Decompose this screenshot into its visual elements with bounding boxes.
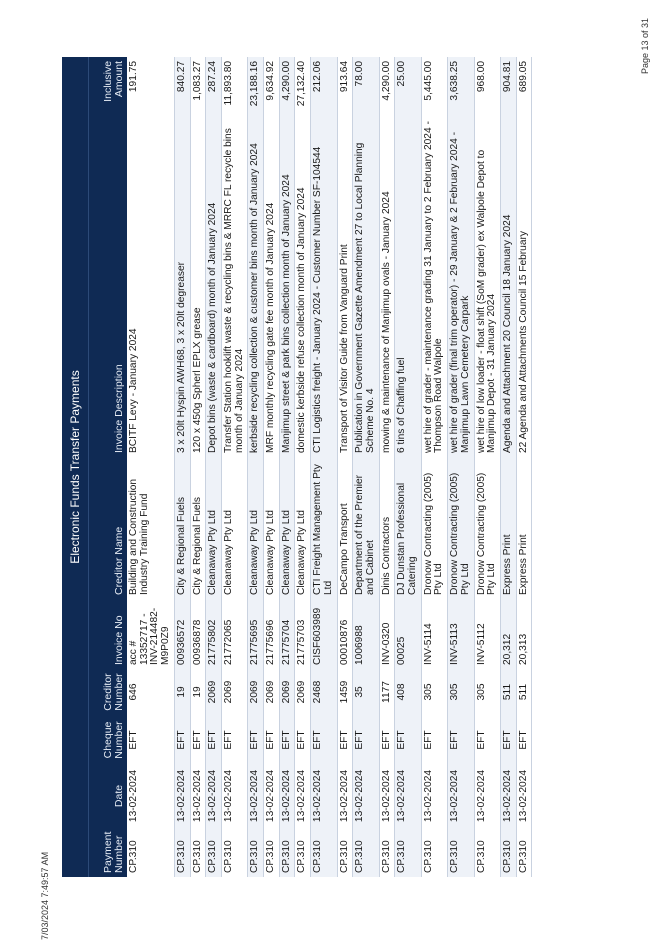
table-row	[474, 57, 500, 877]
table-row	[311, 57, 337, 877]
invoice-description-cell: BCITF Levy - January 2024	[127, 111, 174, 457]
date-cell: 13-02-2024	[474, 765, 500, 827]
payment-number-cell: CP.310	[337, 827, 353, 877]
creditor-number-cell: 305	[421, 669, 447, 715]
cheque-number-cell: EFT	[448, 715, 474, 765]
inclusive-amount-cell: 78.00	[353, 57, 379, 111]
inclusive-amount-cell: 287.24	[206, 57, 222, 111]
table-row	[174, 57, 190, 877]
creditor-name-cell: Express Print	[516, 457, 532, 599]
creditor-name-cell: Cleanaway Pty Ltd	[264, 457, 280, 599]
creditor-number-cell: 408	[395, 669, 421, 715]
table-row	[448, 57, 474, 877]
invoice-no-cell: 00936572	[174, 599, 190, 669]
date-cell: 13-02-2024	[516, 765, 532, 827]
payment-number-cell: CP.310	[474, 827, 500, 877]
payment-number-cell: CP.310	[190, 827, 206, 877]
creditor-name-cell: Cleanaway Pty Ltd	[279, 457, 295, 599]
creditor-number-cell: 1459	[337, 669, 353, 715]
creditor-number-cell: 19	[190, 669, 206, 715]
creditor-name-cell: Express Print	[500, 457, 516, 599]
table-row	[353, 57, 379, 877]
inclusive-amount-cell: 5,445.00	[421, 57, 447, 111]
table-row	[190, 57, 206, 877]
creditor-number-cell: 646	[127, 669, 174, 715]
date-cell: 13-02-2024	[395, 765, 421, 827]
cheque-number-cell: EFT	[279, 715, 295, 765]
invoice-no-cell: 21775802	[206, 599, 222, 669]
payment-number-cell: CP.310	[379, 827, 395, 877]
invoice-description-cell: Publication in Government Gazette Amendment 27 to Local Planning Scheme No. 4	[353, 111, 379, 457]
creditor-name-cell: Dronow Contracting (2005) Pty Ltd	[448, 457, 474, 599]
creditor-name-cell: DeCampo Transport	[337, 457, 353, 599]
header-cheque-number: Cheque Number	[89, 715, 128, 765]
payment-number-cell: CP.310	[264, 827, 280, 877]
invoice-description-cell: CTI Logistics freight - January 2024 - Customer Number SF-104544	[311, 111, 337, 457]
creditor-name-cell: Cleanaway Pty Ltd	[221, 457, 247, 599]
invoice-no-cell: 20,312	[500, 599, 516, 669]
cheque-number-cell: EFT	[379, 715, 395, 765]
creditor-number-cell: 2069	[264, 669, 280, 715]
invoice-no-cell: 21772065	[221, 599, 247, 669]
inclusive-amount-cell: 23,188.16	[248, 57, 264, 111]
invoice-no-cell: 1006988	[353, 599, 379, 669]
inclusive-amount-cell: 9,634.92	[264, 57, 280, 111]
payment-number-cell: CP.310	[421, 827, 447, 877]
creditor-name-cell: Department of the Premier and Cabinet	[353, 457, 379, 599]
cheque-number-cell: EFT	[516, 715, 532, 765]
date-cell: 13-02-2024	[221, 765, 247, 827]
invoice-no-cell: INV-0320	[379, 599, 395, 669]
invoice-no-cell: INV-5112	[474, 599, 500, 669]
invoice-description-cell: Transfer Station hooklift waste & recycling bins & MRRC FL recycle bins month of January 2024	[221, 111, 247, 457]
creditor-number-cell: 2069	[221, 669, 247, 715]
creditor-number-cell: 2069	[206, 669, 222, 715]
table-row	[248, 57, 264, 877]
invoice-description-cell: 3 x 20lt Hyspin AWH68, 3 x 20lt degreaser	[174, 111, 190, 457]
invoice-description-cell: Depot bins (waste & cardboard) month of January 2024	[206, 111, 222, 457]
header-date: Date	[89, 765, 128, 827]
invoice-no-cell: 00025	[395, 599, 421, 669]
date-cell: 13-02-2024	[311, 765, 337, 827]
date-cell: 13-02-2024	[279, 765, 295, 827]
date-cell: 13-02-2024	[379, 765, 395, 827]
cheque-number-cell: EFT	[474, 715, 500, 765]
inclusive-amount-cell: 913.64	[337, 57, 353, 111]
date-cell: 13-02-2024	[127, 765, 174, 827]
printed-timestamp: 7/03/2024 7:49:57 AM	[40, 851, 50, 940]
invoice-description-cell: wet hire of grader - maintenance grading 31 January to 2 February 2024 - Thompson Road Walpole	[421, 111, 447, 457]
inclusive-amount-cell: 11,893.80	[221, 57, 247, 111]
date-cell: 13-02-2024	[337, 765, 353, 827]
date-cell: 13-02-2024	[190, 765, 206, 827]
header-creditor-name: Creditor Name	[89, 457, 128, 599]
date-cell: 13-02-2024	[295, 765, 311, 827]
invoice-description-cell: mowing & maintenance of Manjimup ovals - January 2024	[379, 111, 395, 457]
inclusive-amount-cell: 212.06	[311, 57, 337, 111]
header-payment-number: Payment Number	[89, 827, 128, 877]
cheque-number-cell: EFT	[264, 715, 280, 765]
payment-number-cell: CP.310	[311, 827, 337, 877]
invoice-description-cell: Transport of Visitor Guide from Vanguard Print	[337, 111, 353, 457]
date-cell: 13-02-2024	[421, 765, 447, 827]
cheque-number-cell: EFT	[353, 715, 379, 765]
payment-number-cell: CP.310	[248, 827, 264, 877]
payment-number-cell: CP.310	[174, 827, 190, 877]
table-row	[264, 57, 280, 877]
creditor-name-cell: City & Regional Fuels	[190, 457, 206, 599]
header-invoice-no: Invoice No	[89, 599, 128, 669]
cheque-number-cell: EFT	[221, 715, 247, 765]
cheque-number-cell: EFT	[206, 715, 222, 765]
table-row	[221, 57, 247, 877]
table-row	[279, 57, 295, 877]
cheque-number-cell: EFT	[248, 715, 264, 765]
creditor-number-cell: 511	[516, 669, 532, 715]
inclusive-amount-cell: 840.27	[174, 57, 190, 111]
invoice-description-cell: wet hire of low loader - float shift (SoM grader) ex Walpole Depot to Manjimup Depot - 31 January 2024	[474, 111, 500, 457]
invoice-description-cell: Manjimup street & park bins collection month of January 2024	[279, 111, 295, 457]
invoice-description-cell: domestic kerbside refuse collection month of January 2024	[295, 111, 311, 457]
date-cell: 13-02-2024	[264, 765, 280, 827]
inclusive-amount-cell: 4,290.00	[279, 57, 295, 111]
eft-payments-table	[62, 57, 532, 877]
payment-number-cell: CP.310	[448, 827, 474, 877]
creditor-number-cell: 2069	[295, 669, 311, 715]
invoice-no-cell: INV-5114	[421, 599, 447, 669]
payment-number-cell: CP.310	[279, 827, 295, 877]
invoice-description-cell: MRF monthly recycling gate fee month of January 2024	[264, 111, 280, 457]
creditor-name-cell: Dinis Contractors	[379, 457, 395, 599]
creditor-name-cell: DJ Dunstan Professional Catering	[395, 457, 421, 599]
column-headers	[89, 57, 128, 877]
invoice-no-cell: 21775704	[279, 599, 295, 669]
invoice-no-cell: 00010876	[337, 599, 353, 669]
table-row	[500, 57, 516, 877]
cheque-number-cell: EFT	[500, 715, 516, 765]
cheque-number-cell: EFT	[337, 715, 353, 765]
table-row	[421, 57, 447, 877]
invoice-description-cell: Agenda and Attachment 20 Council 18 January 2024	[500, 111, 516, 457]
invoice-no-cell: CISF603989	[311, 599, 337, 669]
table-body	[127, 57, 532, 877]
inclusive-amount-cell: 27,132.40	[295, 57, 311, 111]
creditor-number-cell: 2069	[279, 669, 295, 715]
creditor-name-cell: CTI Freight Management Pty Ltd	[311, 457, 337, 599]
table-row	[206, 57, 222, 877]
table-row	[516, 57, 532, 877]
cheque-number-cell: EFT	[311, 715, 337, 765]
payment-number-cell: CP.310	[516, 827, 532, 877]
table-row	[295, 57, 311, 877]
page-number: Page 13 of 31	[640, 17, 650, 74]
header-inclusive-amount: Inclusive Amount	[89, 57, 128, 111]
creditor-number-cell: 305	[474, 669, 500, 715]
date-cell: 13-02-2024	[500, 765, 516, 827]
inclusive-amount-cell: 3,638.25	[448, 57, 474, 111]
creditor-name-cell: Dronow Contracting (2005) Pty Ltd	[474, 457, 500, 599]
creditor-name-cell: Dronow Contracting (2005) Pty Ltd	[421, 457, 447, 599]
cheque-number-cell: EFT	[421, 715, 447, 765]
invoice-description-cell: kerbside recycling collection & customer bins month of January 2024	[248, 111, 264, 457]
invoice-no-cell: 21775695	[248, 599, 264, 669]
invoice-no-cell: 21775703	[295, 599, 311, 669]
payment-number-cell: CP.310	[221, 827, 247, 877]
date-cell: 13-02-2024	[248, 765, 264, 827]
inclusive-amount-cell: 904.81	[500, 57, 516, 111]
creditor-name-cell: City & Regional Fuels	[174, 457, 190, 599]
table-row	[379, 57, 395, 877]
inclusive-amount-cell: 25.00	[395, 57, 421, 111]
cheque-number-cell: EFT	[190, 715, 206, 765]
invoice-description-cell: wet hire of grader (final trim operator) - 29 January & 2 February 2024 - Manjimup Lawn Cemetery Carpark	[448, 111, 474, 457]
creditor-name-cell: Cleanaway Pty Ltd	[295, 457, 311, 599]
creditor-number-cell: 305	[448, 669, 474, 715]
table-row	[337, 57, 353, 877]
inclusive-amount-cell: 4,290.00	[379, 57, 395, 111]
date-cell: 13-02-2024	[353, 765, 379, 827]
payment-number-cell: CP.310	[353, 827, 379, 877]
payment-number-cell: CP.310	[127, 827, 174, 877]
invoice-description-cell: 6 tins of Chaffing fuel	[395, 111, 421, 457]
cheque-number-cell: EFT	[174, 715, 190, 765]
table-row	[127, 57, 174, 877]
cheque-number-cell: EFT	[127, 715, 174, 765]
creditor-number-cell: 511	[500, 669, 516, 715]
date-cell: 13-02-2024	[206, 765, 222, 827]
report-title: Electronic Funds Transfer Payments	[62, 57, 89, 877]
payment-number-cell: CP.310	[206, 827, 222, 877]
payment-number-cell: CP.310	[395, 827, 421, 877]
payment-number-cell: CP.310	[500, 827, 516, 877]
invoice-no-cell: 00936878	[190, 599, 206, 669]
invoice-description-cell: 120 x 450g Spherl EPLX grease	[190, 111, 206, 457]
header-creditor-number: Creditor Number	[89, 669, 128, 715]
date-cell: 13-02-2024	[448, 765, 474, 827]
creditor-number-cell: 35	[353, 669, 379, 715]
rotated-report	[62, 57, 628, 877]
table-row	[395, 57, 421, 877]
creditor-number-cell: 2069	[248, 669, 264, 715]
creditor-name-cell: Building and Construction Industry Training Fund	[127, 457, 174, 599]
creditor-number-cell: 1177	[379, 669, 395, 715]
creditor-name-cell: Cleanaway Pty Ltd	[248, 457, 264, 599]
inclusive-amount-cell: 689.05	[516, 57, 532, 111]
cheque-number-cell: EFT	[395, 715, 421, 765]
inclusive-amount-cell: 191.75	[127, 57, 174, 111]
payment-number-cell: CP.310	[295, 827, 311, 877]
creditor-number-cell: 19	[174, 669, 190, 715]
invoice-no-cell: INV-5113	[448, 599, 474, 669]
creditor-number-cell: 2468	[311, 669, 337, 715]
header-invoice-description: Invoice Description	[89, 111, 128, 457]
cheque-number-cell: EFT	[295, 715, 311, 765]
invoice-no-cell: 20,313	[516, 599, 532, 669]
invoice-no-cell: acc # 13352717 - INV-214482-M9P0Z9	[127, 599, 174, 669]
date-cell: 13-02-2024	[174, 765, 190, 827]
creditor-name-cell: Cleanaway Pty Ltd	[206, 457, 222, 599]
inclusive-amount-cell: 968.00	[474, 57, 500, 111]
invoice-no-cell: 21775696	[264, 599, 280, 669]
invoice-description-cell: 22 Agenda and Attachments Council 15 February	[516, 111, 532, 457]
inclusive-amount-cell: 1,083.27	[190, 57, 206, 111]
